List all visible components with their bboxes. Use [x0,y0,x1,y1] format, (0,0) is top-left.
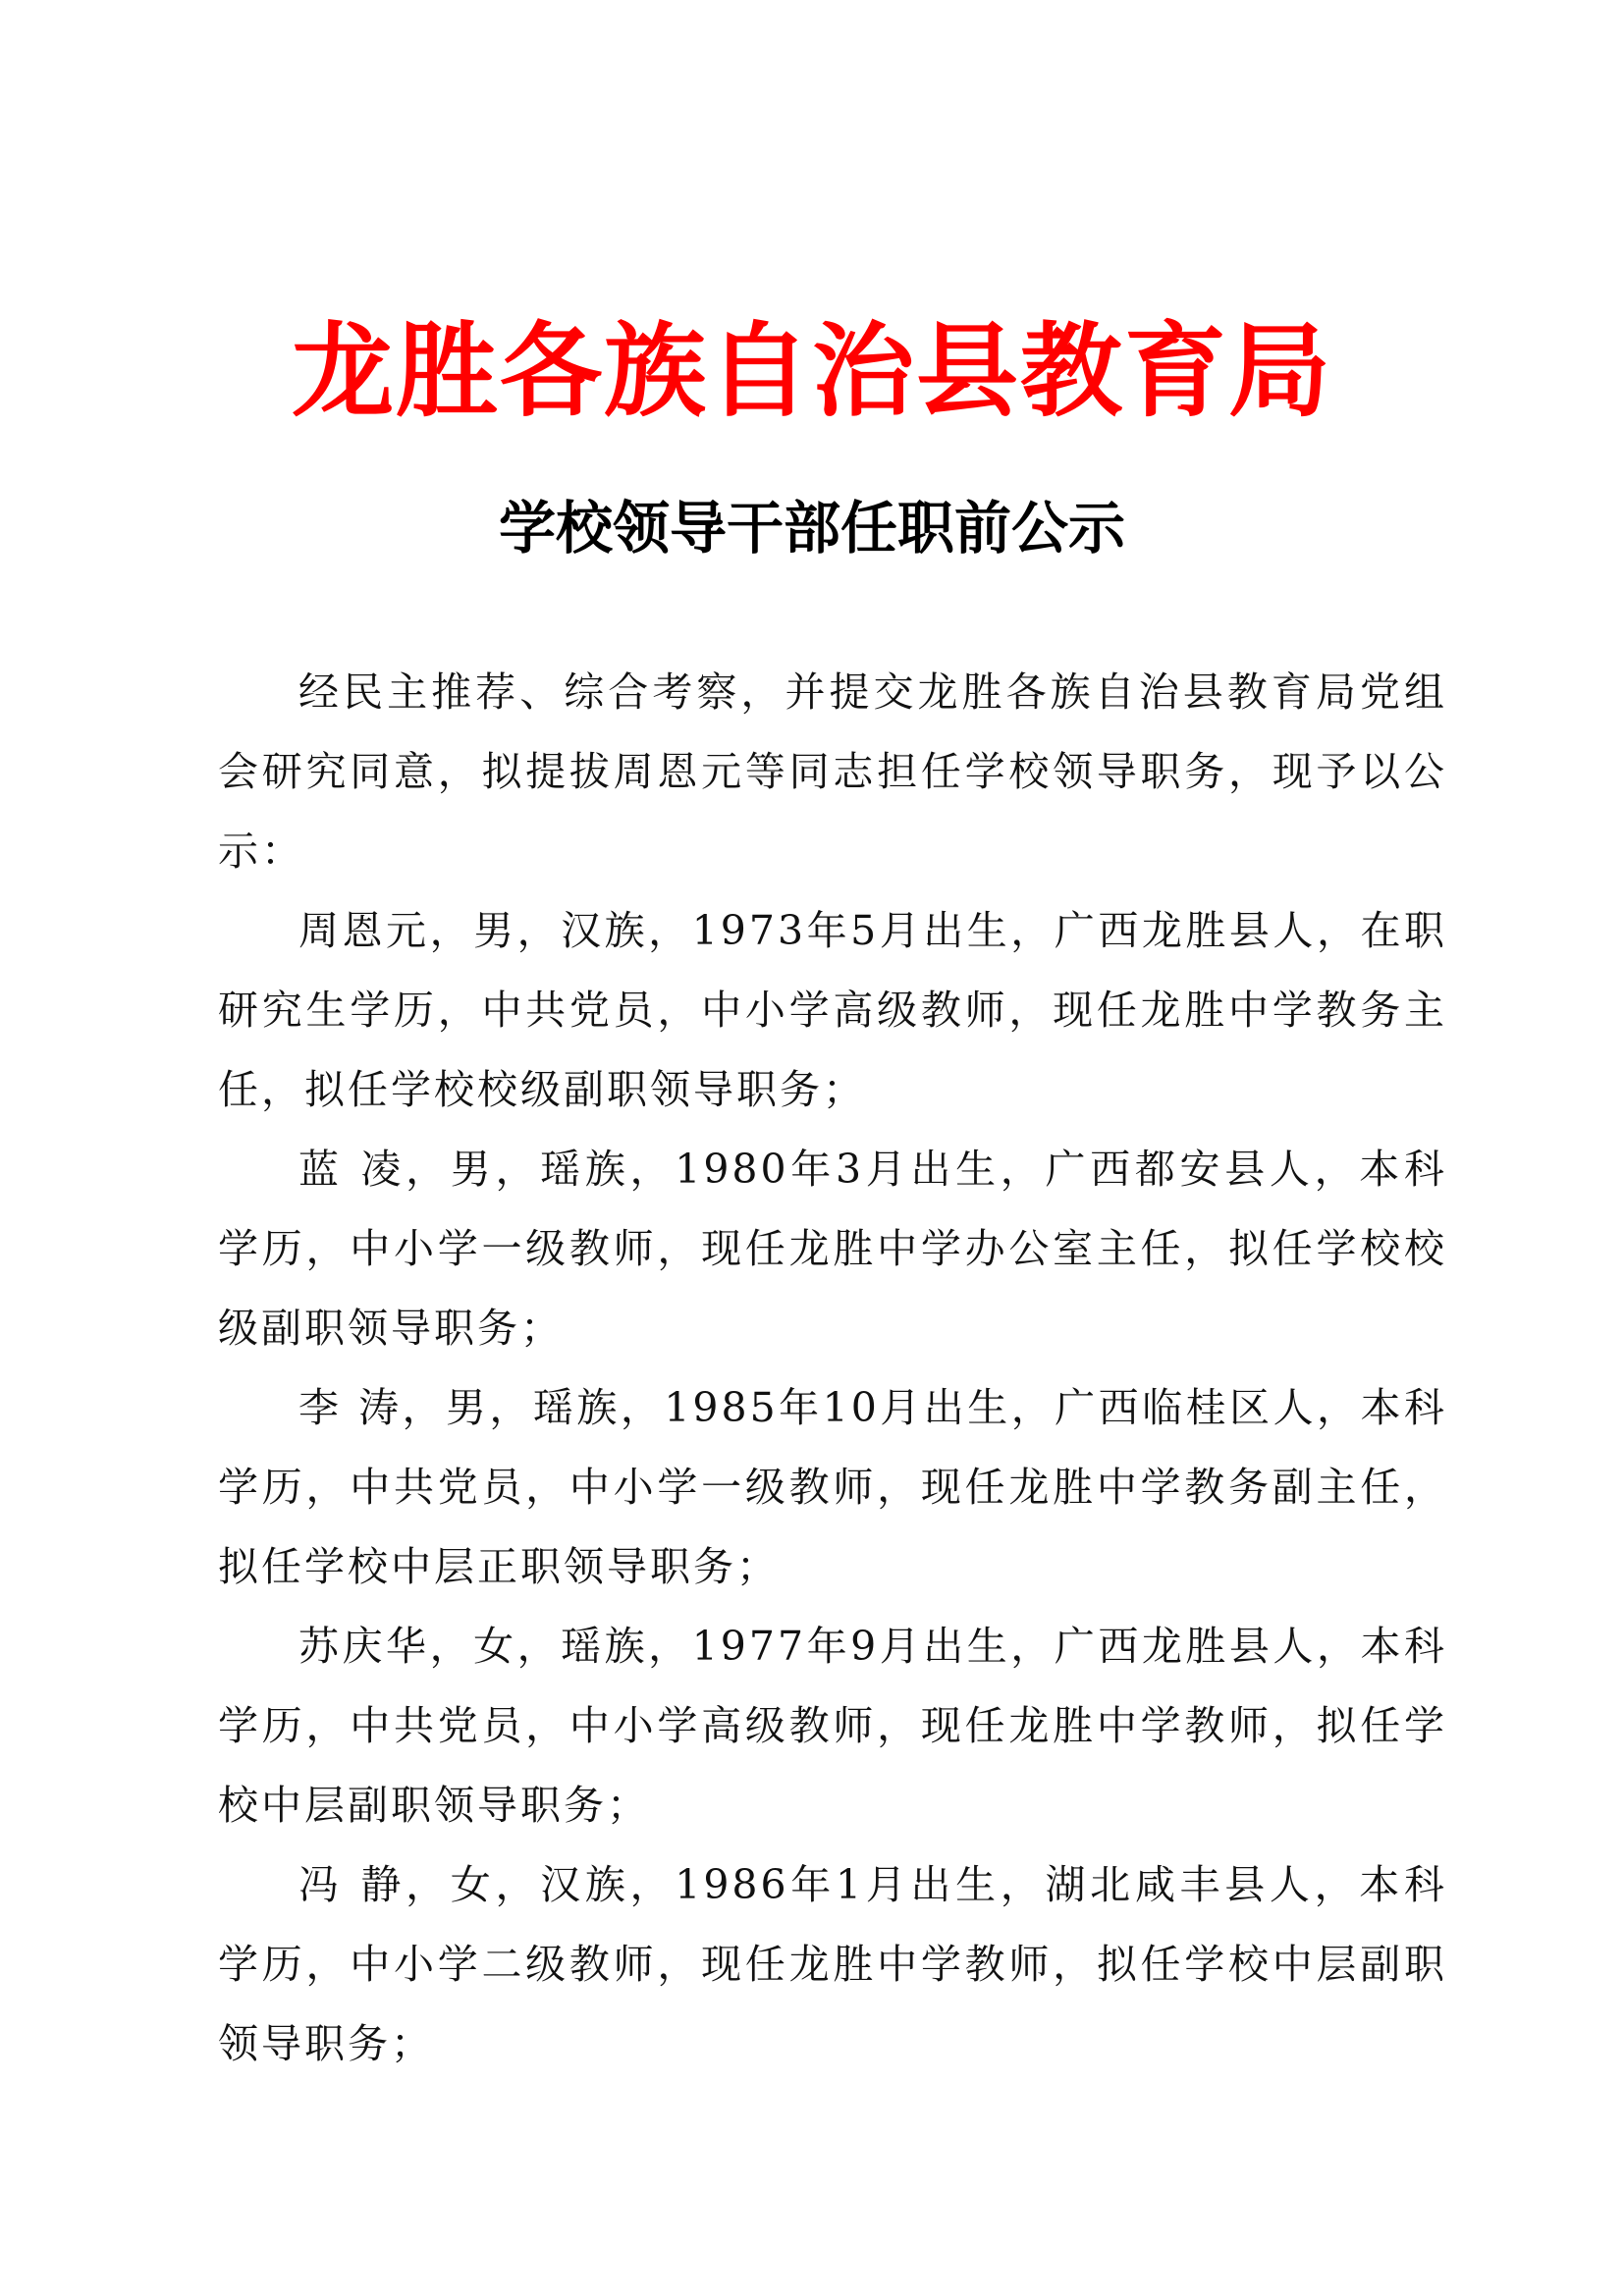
candidate-paragraph: 苏庆华，女，瑶族，1977年9月出生，广西龙胜县人，本科学历，中共党员，中小学高级教师，现任龙胜中学教师，拟任学校中层副职领导职务； [218,1623,1447,1829]
candidate-paragraph: 蓝 凌，男，瑶族，1980年3月出生，广西都安县人，本科学历，中小学一级教师，现任龙胜中学办公室主任，拟任学校校级副职领导职务； [218,1146,1447,1352]
candidate-paragraph: 李 涛，男，瑶族，1985年10月出生，广西临桂区人，本科学历，中共党员，中小学一级教师，现任龙胜中学教务副主任，拟任学校中层正职领导职务； [218,1384,1447,1590]
document-title: 学校领导干部任职前公示 [498,495,1125,561]
document-body [218,653,1447,2084]
candidate-paragraph: 周恩元，男，汉族，1973年5月出生，广西龙胜县人，在职研究生学历，中共党员，中小学高级教师，现任龙胜中学教务主任，拟任学校校级副职领导职务； [218,907,1447,1113]
issuing-organization: 龙胜各族自治县教育局 [291,310,1332,431]
intro-paragraph: 经民主推荐、综合考察，并提交龙胜各族自治县教育局党组会研究同意，拟提拔周恩元等同志担任学校领导职务，现予以公示： [218,668,1447,875]
candidate-paragraph: 冯 静，女，汉族，1986年1月出生，湖北咸丰县人，本科学历，中小学二级教师，现任龙胜中学教师，拟任学校中层副职领导职务； [218,1861,1447,2067]
